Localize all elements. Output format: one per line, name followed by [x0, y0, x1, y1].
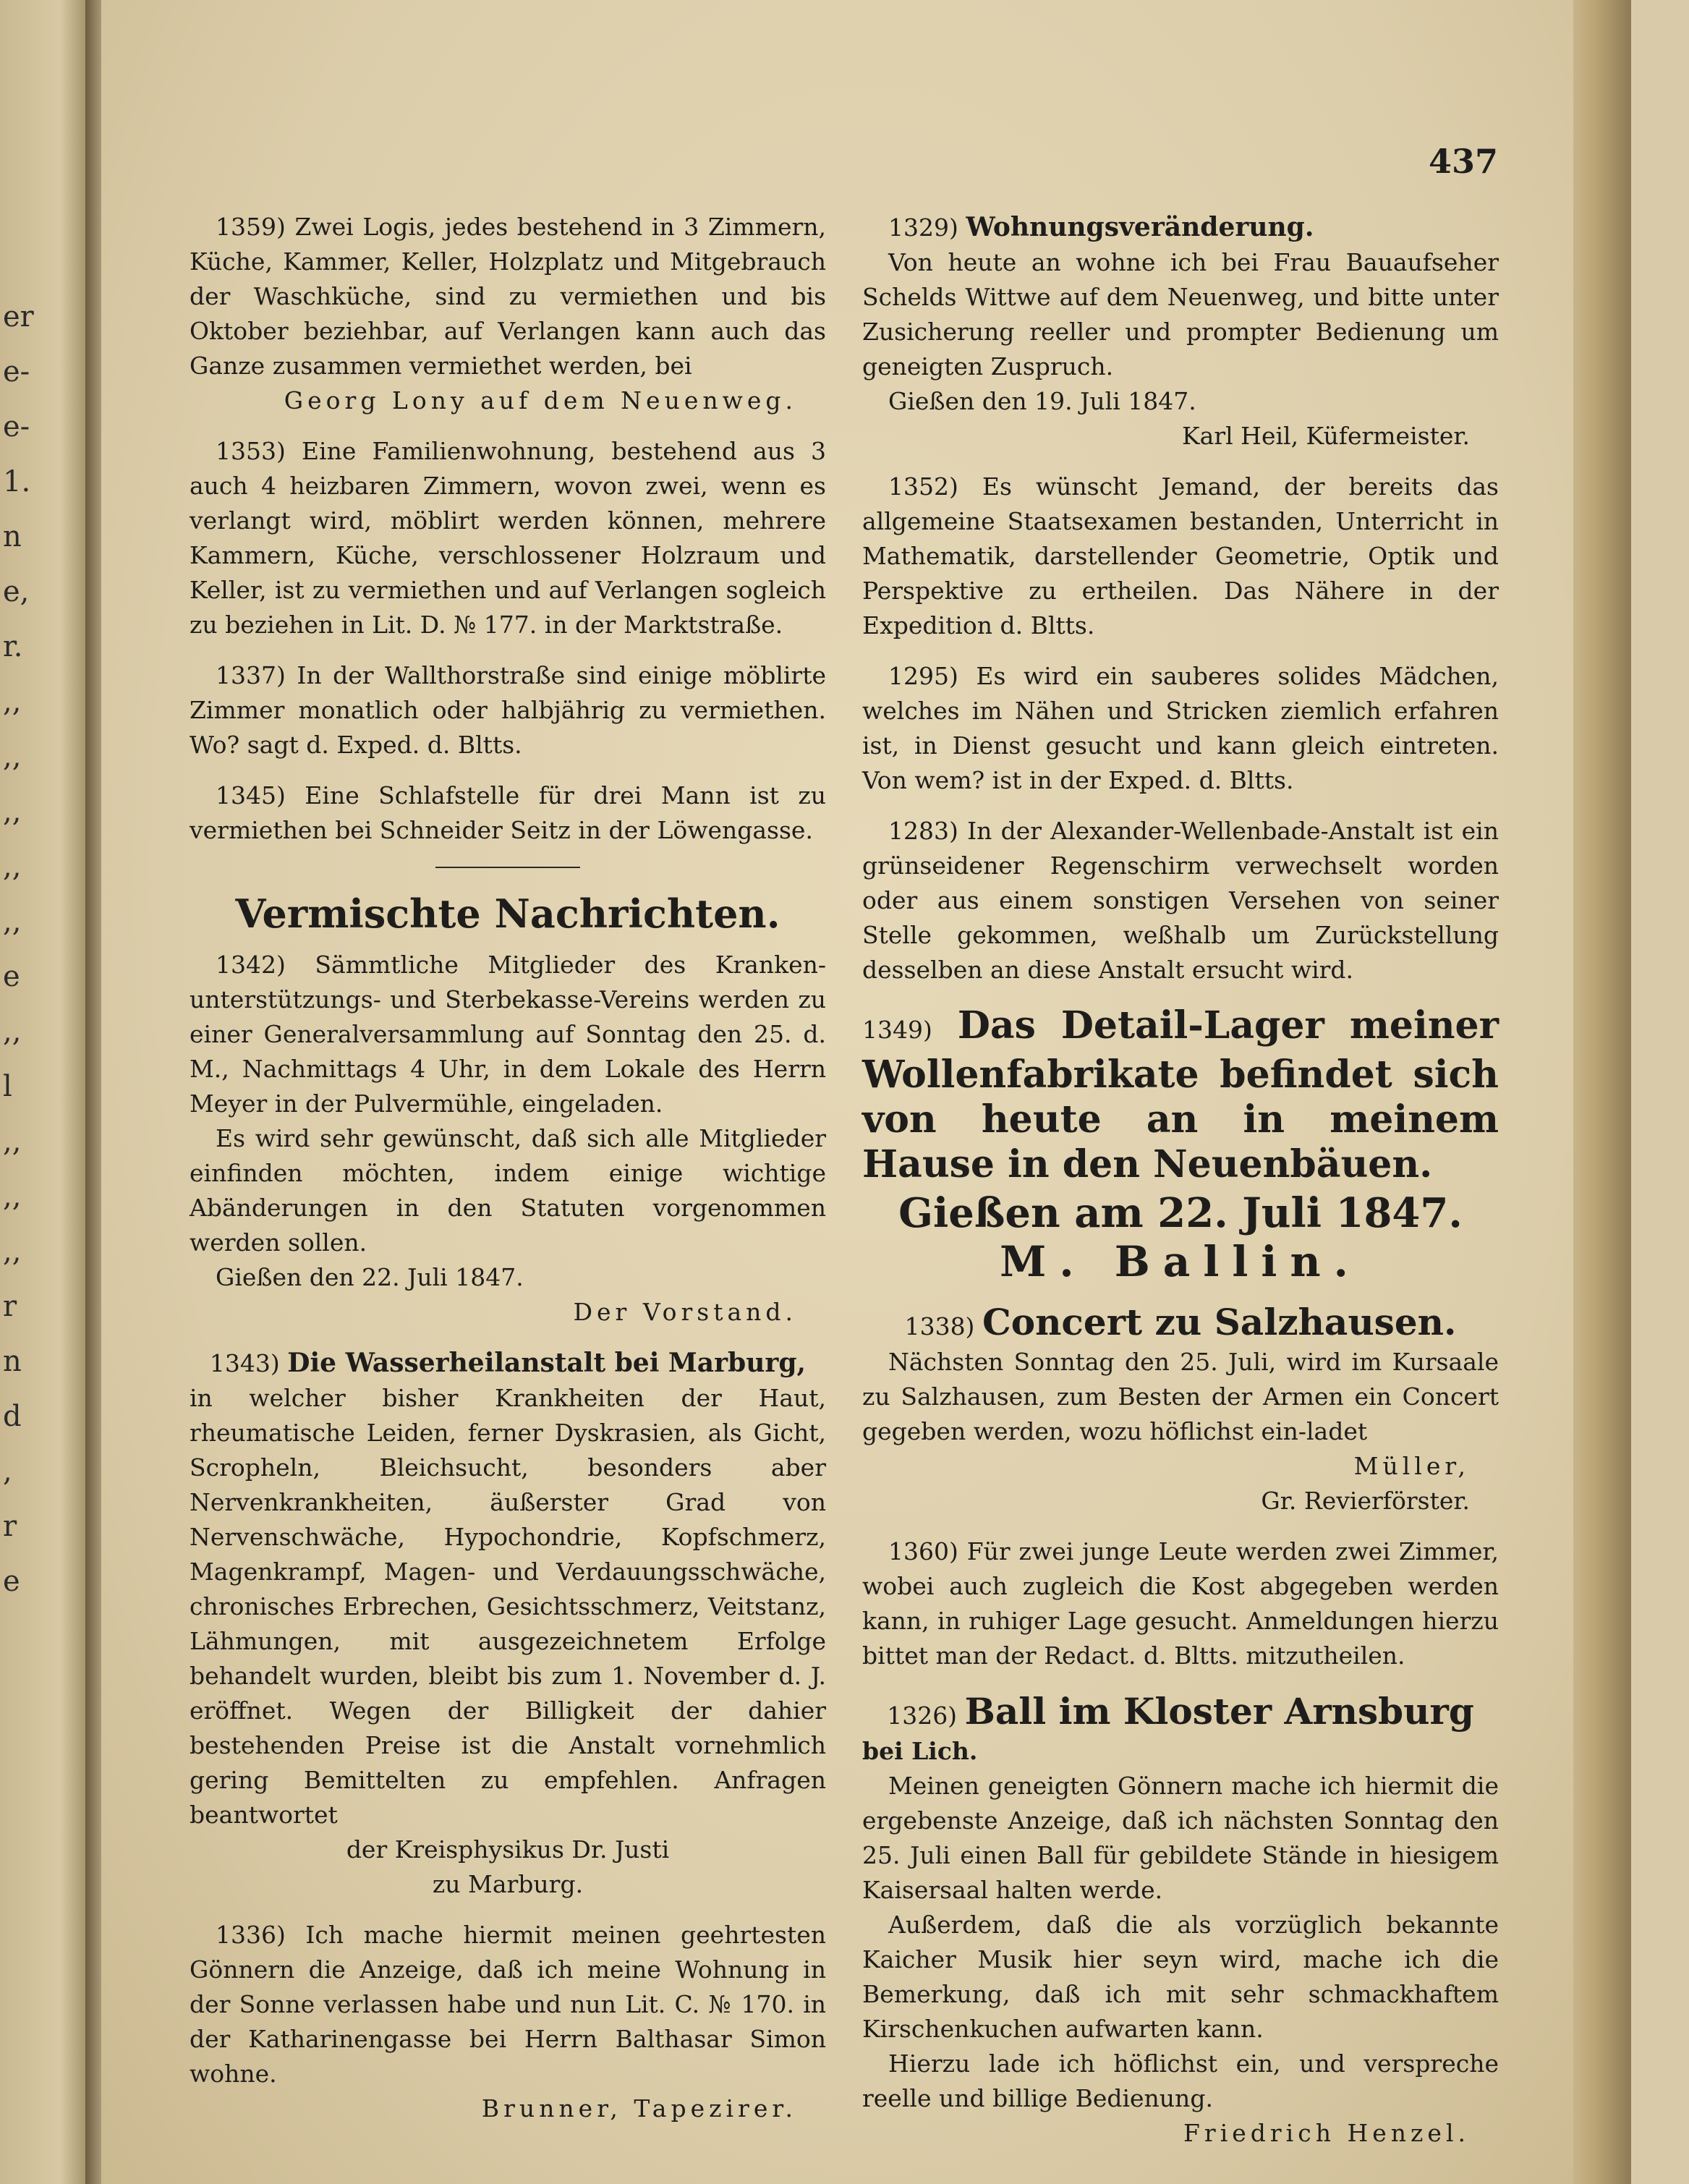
- ad-title: Die Wasserheilanstalt bei Marburg,: [287, 1348, 807, 1378]
- margin-fragment: e-: [3, 355, 30, 388]
- ad-text: Das Detail-Lager meiner Wollenfabrikate befindet sich von heute an in meinem Hause in den Neuenbäuen.: [862, 1003, 1499, 1186]
- ad-number: 1329): [888, 213, 958, 242]
- ad-body: [862, 659, 1499, 798]
- ad-text: Es wünscht Jemand, der bereits das allgemeine Staatsexamen bestanden, Unterricht in Mathematik, darstellender Geometrie, Optik und Perspektive zu ertheilen. Das Nähere in der Expedition d. Bltts.: [862, 472, 1499, 640]
- ad-text: Ich mache hiermit meinen geehrtesten Gönnern die Anzeige, daß ich meine Wohnung in der Sonne verlassen habe und nun Lit. C. № 170. in der Katharinengasse bei Herrn Balthasar Simon wohne.: [190, 1921, 826, 2088]
- ad-body: [190, 948, 826, 1121]
- ad-signature: Karl Heil, Küfermeister.: [1182, 422, 1470, 450]
- margin-fragment: ,,: [3, 1015, 22, 1048]
- ad-signature: Georg Lony auf dem Neuenweg.: [284, 386, 797, 415]
- ad-signature: Müller,: [1353, 1452, 1470, 1480]
- ad-body: [190, 1918, 826, 2091]
- ad-signature-place: zu Marburg.: [432, 1870, 584, 1898]
- ad-text: Nächsten Sonntag den 25. Juli, wird im Kursaale zu Salzhausen, zum Besten der Armen ein Concert gegeben werden, wozu höflichst ein-ladet: [862, 1348, 1499, 1445]
- ad-number: 1295): [888, 662, 958, 690]
- ad-number: 1360): [888, 1537, 958, 1565]
- ad-body: [190, 210, 826, 383]
- ad-text: In der Alexander-Wellenbade-Anstalt ist ein grünseidener Regenschirm verwechselt worden oder aus einem sonstigen Versehen von seiner Stelle gekommen, weßhalb um Zurückstellung desselben an diese Anstalt ersucht wird.: [862, 817, 1499, 984]
- margin-fragment: n: [3, 520, 22, 553]
- ad-text: Eine Familienwohnung, bestehend aus 3 auch 4 heizbaren Zimmern, wovon zwei, wenn es verlangt wird, möblirt werden können, mehrere Kammern, Küche, verschlossener Holzraum und Keller, ist zu vermiethen und auf Verlangen sogleich zu beziehen in Lit. D. № 177. in der Marktstraße.: [190, 437, 826, 639]
- ad-1360: [862, 1534, 1499, 1673]
- ad-number: 1337): [216, 661, 286, 689]
- ad-title: Concert zu Salzhausen.: [982, 1301, 1457, 1343]
- ad-date: Gießen den 22. Juli 1847.: [216, 1263, 524, 1291]
- ad-body-continued: Es wird sehr gewünscht, daß sich alle Mitglieder einfinden möchten, indem einige wichtige Abänderungen in den Statuten vorgenommen werden sollen.: [190, 1124, 826, 1257]
- margin-fragment: n: [3, 1345, 22, 1378]
- ad-text: Eine Schlafstelle für drei Mann ist zu vermiethen bei Schneider Seitz in der Löwengasse.: [190, 781, 826, 844]
- ad-1343: [190, 1346, 826, 1902]
- ad-1337: [190, 658, 826, 762]
- ad-1352: [862, 469, 1499, 643]
- ad-heading: [190, 1346, 826, 1381]
- ad-number: 1342): [216, 951, 286, 979]
- margin-fragment: ,,: [3, 740, 22, 773]
- margin-fragment: l: [3, 1070, 12, 1103]
- ad-date: Gießen den 19. Juli 1847.: [888, 387, 1196, 415]
- ad-text: In der Wallthorstraße sind einige möblirte Zimmer monatlich oder halbjährig zu vermiethen. Wo? sagt d. Exped. d. Bltts.: [190, 661, 826, 759]
- ad-body: [862, 1534, 1499, 1673]
- margin-fragment: d: [3, 1400, 22, 1433]
- ad-signature-title: Gr. Revierförster.: [1261, 1487, 1470, 1515]
- ad-1342: [190, 948, 826, 1330]
- ad-number: 1353): [216, 437, 286, 465]
- margin-fragment: ,,: [3, 850, 22, 883]
- ad-number: 1352): [888, 472, 958, 501]
- ad-text: Meinen geneigten Gönnern mache ich hiermit die ergebenste Anzeige, daß ich nächsten Sonntag den 25. Juli einen Ball für gebildete Stände in hiesigem Kaisersaal halten werde.: [862, 1772, 1499, 1904]
- ad-1295: [862, 659, 1499, 798]
- ad-number: 1359): [216, 213, 286, 241]
- right-column: [862, 210, 1499, 2167]
- ad-heading: [862, 1300, 1499, 1345]
- margin-fragment: r.: [3, 630, 23, 663]
- ad-date: Gießen am 22. Juli 1847.: [898, 1189, 1463, 1237]
- margin-fragment: ,,: [3, 905, 22, 938]
- previous-page-margin-text: [3, 289, 34, 1609]
- margin-fragment: e-: [3, 410, 30, 443]
- margin-fragment: ,,: [3, 1180, 22, 1213]
- ad-number: 1336): [216, 1921, 286, 1949]
- ad-heading: [862, 1689, 1499, 1734]
- ad-1336: [190, 1918, 826, 2126]
- left-column: [190, 210, 826, 2142]
- ad-body: [190, 658, 826, 762]
- margin-fragment: ,,: [3, 1125, 22, 1158]
- margin-fragment: er: [3, 300, 34, 333]
- ad-text: in welcher bisher Krankheiten der Haut, rheumatische Leiden, ferner Dyskrasien, als Gicht, Scropheln, Bleichsucht, besonders aber Nervenkrankheiten, äußerster Grad von Nervenschwäche, Hypochondrie, Kopfschmerz, Magenkrampf, Magen- und Verdauungsschwäche, chronisches Erbrechen, Gesichtsschmerz, Veitstanz, Lähmungen, mit ausgezeichnetem Erfolge behandelt wurden, bleibt bis zum 1. November d. J. eröffnet. Wegen der Billigkeit der dahier bestehenden Preise ist die Anstalt vornehmlich gering Bemittelten zu empfehlen. Anfragen beantwortet: [190, 1384, 826, 1829]
- ad-signature: Friedrich Henzel.: [1183, 2119, 1470, 2147]
- margin-fragment: e: [3, 1565, 20, 1598]
- page-number: 437: [1429, 142, 1499, 181]
- ad-heading: [862, 210, 1499, 245]
- margin-fragment: ,: [3, 1455, 12, 1488]
- ad-body: [862, 814, 1499, 987]
- margin-fragment: 1.: [3, 465, 31, 498]
- ad-title: Wohnungsveränderung.: [966, 212, 1314, 242]
- ad-text: Für zwei junge Leute werden zwei Zimmer, wobei auch zugleich die Kost abgegeben werden kann, in ruhiger Lage gesucht. Anmeldungen hierzu bittet man der Redact. d. Bltts. mitzutheilen.: [862, 1537, 1499, 1670]
- margin-fragment: r: [3, 1290, 17, 1323]
- ad-title: Ball im Kloster Arnsburg: [964, 1690, 1474, 1733]
- section-title: Vermischte Nachrichten.: [235, 891, 780, 937]
- ad-subtitle: bei Lich.: [862, 1737, 978, 1765]
- ad-number: 1345): [216, 781, 286, 810]
- ad-1349: [862, 1003, 1499, 1284]
- book-gutter: [85, 0, 101, 2184]
- margin-fragment: e,: [3, 575, 30, 608]
- ad-number: 1338): [904, 1312, 975, 1340]
- ad-text: Zwei Logis, jedes bestehend in 3 Zimmern, Küche, Kammer, Keller, Holzplatz und Mitgebrauch der Waschküche, sind zu vermiethen und bis Oktober beziehbar, auf Verlangen kann auch das Ganze zusammen vermiethet werden, bei: [190, 213, 826, 380]
- ad-text-3: Hierzu lade ich höflichst ein, und verspreche reelle und billige Bedienung.: [862, 2049, 1499, 2112]
- previous-page-fragment: [0, 0, 85, 2184]
- ad-1283: [862, 814, 1499, 987]
- ad-signature: Brunner, Tapezirer.: [481, 2094, 797, 2123]
- ad-signature: M. Ballin.: [1000, 1237, 1361, 1286]
- ad-number: 1349): [862, 1016, 932, 1044]
- ad-body: [862, 469, 1499, 643]
- ad-text: Von heute an wohne ich bei Frau Bauaufseher Schelds Wittwe auf dem Neuenweg, und bitte unter Zusicherung reeller und prompter Bedienung um geneigten Zuspruch.: [862, 248, 1499, 381]
- ad-text: Sämmtliche Mitglieder des Kranken-unterstützungs- und Sterbekasse-Vereins werden zu einer Generalversammlung auf Sonntag den 25. d. M., Nachmittags 4 Uhr, in dem Lokale des Herrn Meyer in der Pulvermühle, eingeladen.: [190, 951, 826, 1118]
- section-divider: [435, 867, 580, 868]
- ad-body: [190, 778, 826, 848]
- ad-body: [190, 434, 826, 642]
- margin-fragment: e: [3, 960, 20, 993]
- page-edge: [1573, 0, 1631, 2184]
- ad-signature: Der Vorstand.: [573, 1298, 797, 1326]
- ad-text: Es wird ein sauberes solides Mädchen, welches im Nähen und Stricken ziemlich erfahren ist, in Dienst gesucht und kann gleich eintreten. Von wem? ist in der Exped. d. Bltts.: [862, 662, 1499, 794]
- ad-body: [862, 1003, 1499, 1187]
- margin-fragment: ,,: [3, 1235, 22, 1268]
- margin-fragment: r: [3, 1510, 17, 1543]
- margin-fragment: ,,: [3, 685, 22, 718]
- ad-number: 1283): [888, 817, 958, 845]
- ad-1353: [190, 434, 826, 642]
- ad-signature: der Kreisphysikus Dr. Justi: [346, 1835, 670, 1864]
- ad-1338: [862, 1300, 1499, 1518]
- ad-number: 1326): [887, 1701, 958, 1730]
- margin-fragment: ,,: [3, 795, 22, 828]
- ad-number: 1343): [209, 1349, 280, 1377]
- ad-text-2: Außerdem, daß die als vorzüglich bekannte Kaicher Musik hier seyn wird, mache ich die Bemerkung, daß ich mit sehr schmackhaftem Kirschenkuchen aufwarten kann.: [862, 1911, 1499, 2043]
- ad-1345: [190, 778, 826, 848]
- ad-1359: [190, 210, 826, 418]
- ad-1326: [862, 1689, 1499, 2151]
- ad-1329: [862, 210, 1499, 454]
